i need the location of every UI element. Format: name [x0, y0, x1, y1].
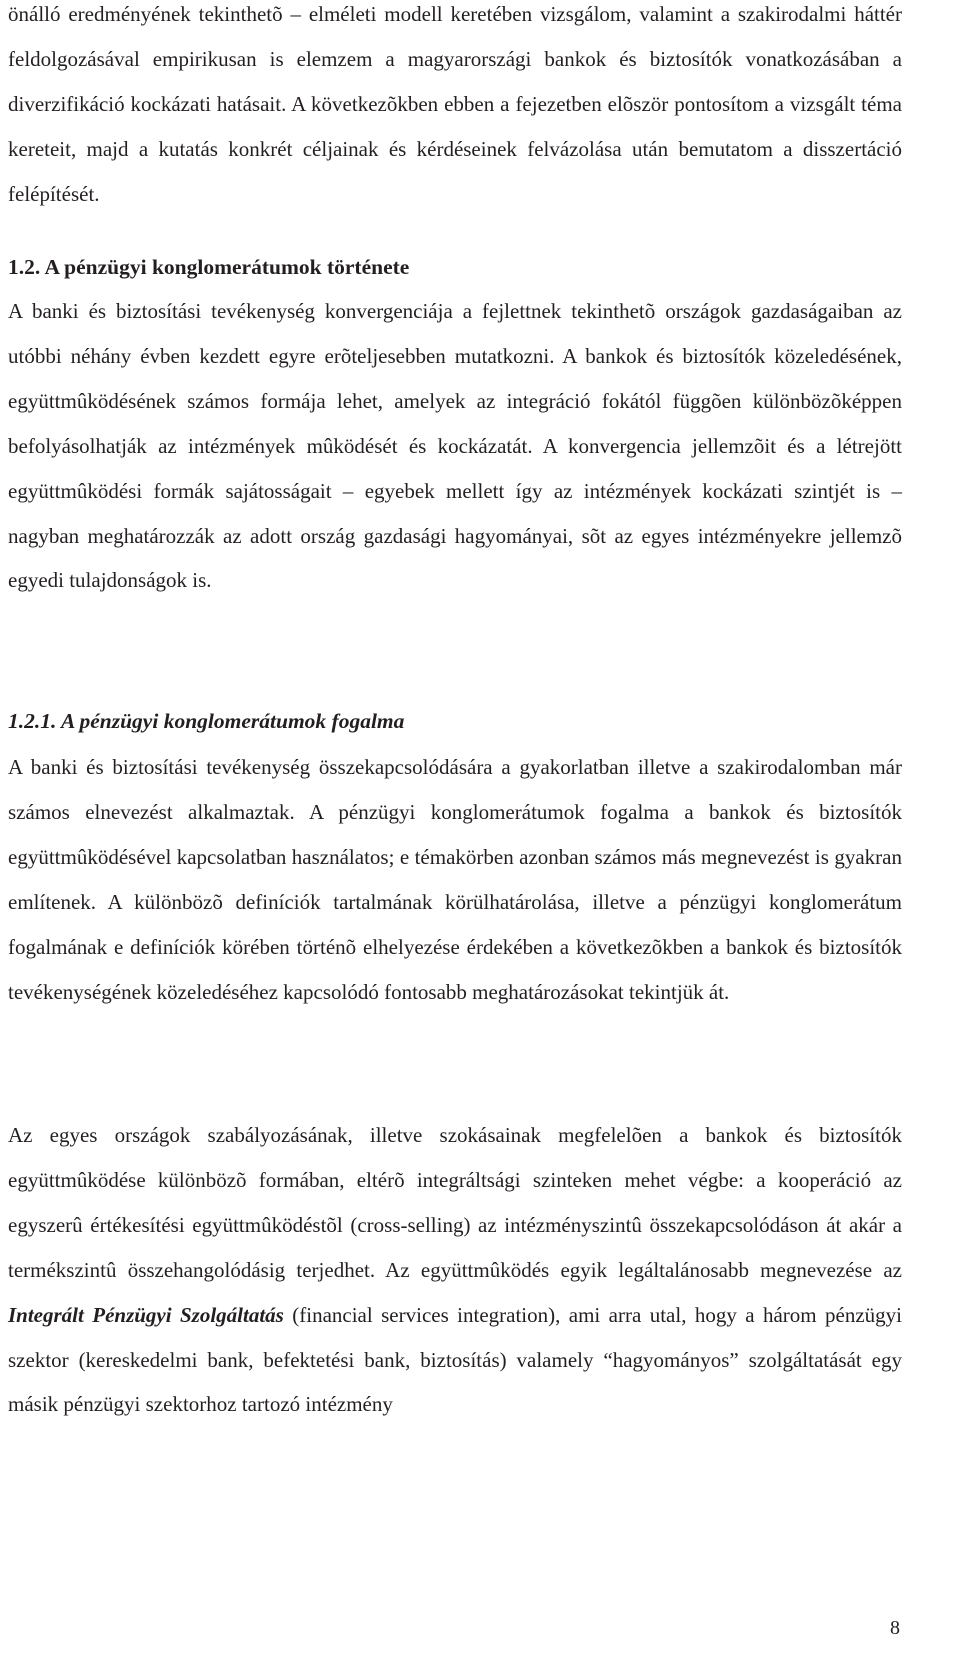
paragraph-konvergencia: A banki és biztosítási tevékenység konvergenciája a fejlettnek tekinthetõ országok gazdaságaiban az utóbbi néhány évben kezdett egyre erõteljesebben mutatkozni. A bankok és biztosítók közeledésének, együttmûködésének számos formája lehet, amelyek az integráció fokától függõen különbözõképpen befolyásolhatják az intézmények mûködését és kockázatát. A konvergencia jellemzõit és a létrejött együttmûködési formák sajátosságait – egyebek mellett így az intézmények kockázati szintjét is – nagyban meghatározzák az adott ország gazdasági hagyományai, sõt az egyes intézményekre jellemzõ egyedi tulajdonságok is.	[8, 299, 902, 593]
term-integralt-penzugyi-szolgaltatas: Integrált Pénzügyi Szolgáltatás	[8, 1302, 284, 1327]
section-heading: 1.2. A pénzügyi konglomerátumok története	[8, 255, 410, 279]
paragraph-egyuttmukodes-text-after: (financial services integration), ami arra utal, hogy a három pénzügyi szektor (kereskedelmi bank, befektetési bank, biztosítás) valamely “hagyományos” szolgáltatását egy másik pénzügyi szektorhoz tartozó intézmény	[8, 1302, 903, 1417]
paragraph-fogalom: A banki és biztosítási tevékenység összekapcsolódására a gyakorlatban illetve a szakirodalomban már számos elnevezést alkalmaztak. A pénzügyi konglomerátumok fogalma a bankok és biztosítók együttmûködésével kapcsolatban használatos; e témakörben azonban számos más megnevezést is gyakran említenek. A különbözõ definíciók tartalmának körülhatárolása, illetve a pénzügyi konglomerátum fogalmának e definíciók körében történõ elhelyezése érdekében a következõkben a bankok és biztosítók tevékenységének közeledéséhez kapcsolódó fontosabb meghatározásokat tekintjük át.	[8, 755, 902, 1004]
paragraph-egyuttmukodes	[8, 1113, 902, 1427]
subsection-heading: 1.2.1. A pénzügyi konglomerátumok fogalma	[8, 709, 405, 733]
paragraph-egyuttmukodes-text-before: Az egyes országok szabályozásának, illetve szokásainak megfelelõen a bankok és biztosítók együttmûködése különbözõ formában, eltérõ integráltsági szinteken mehet végbe: a kooperáció az egyszerû értékesítési együttmûködéstõl (cross-selling) az intézményszintû összekapcsolódáson át akár a termékszintû összehangolódásig terjedhet. Az együttmûködés egyik legáltalánosabb megnevezése az	[8, 1123, 902, 1282]
page-number: 8	[890, 1617, 900, 1639]
intro-paragraph: önálló eredményének tekinthetõ – elméleti modell keretében vizsgálom, valamint a szakirodalmi háttér feldolgozásával empirikusan is elemzem a magyarországi bankok és biztosítók vonatkozásában a diverzifikáció kockázati hatásait. A következõkben ebben a fejezetben elõször pontosítom a vizsgált téma kereteit, majd a kutatás konkrét céljainak és kérdéseinek felvázolása után bemutatom a disszertáció felépítését.	[8, 2, 902, 206]
